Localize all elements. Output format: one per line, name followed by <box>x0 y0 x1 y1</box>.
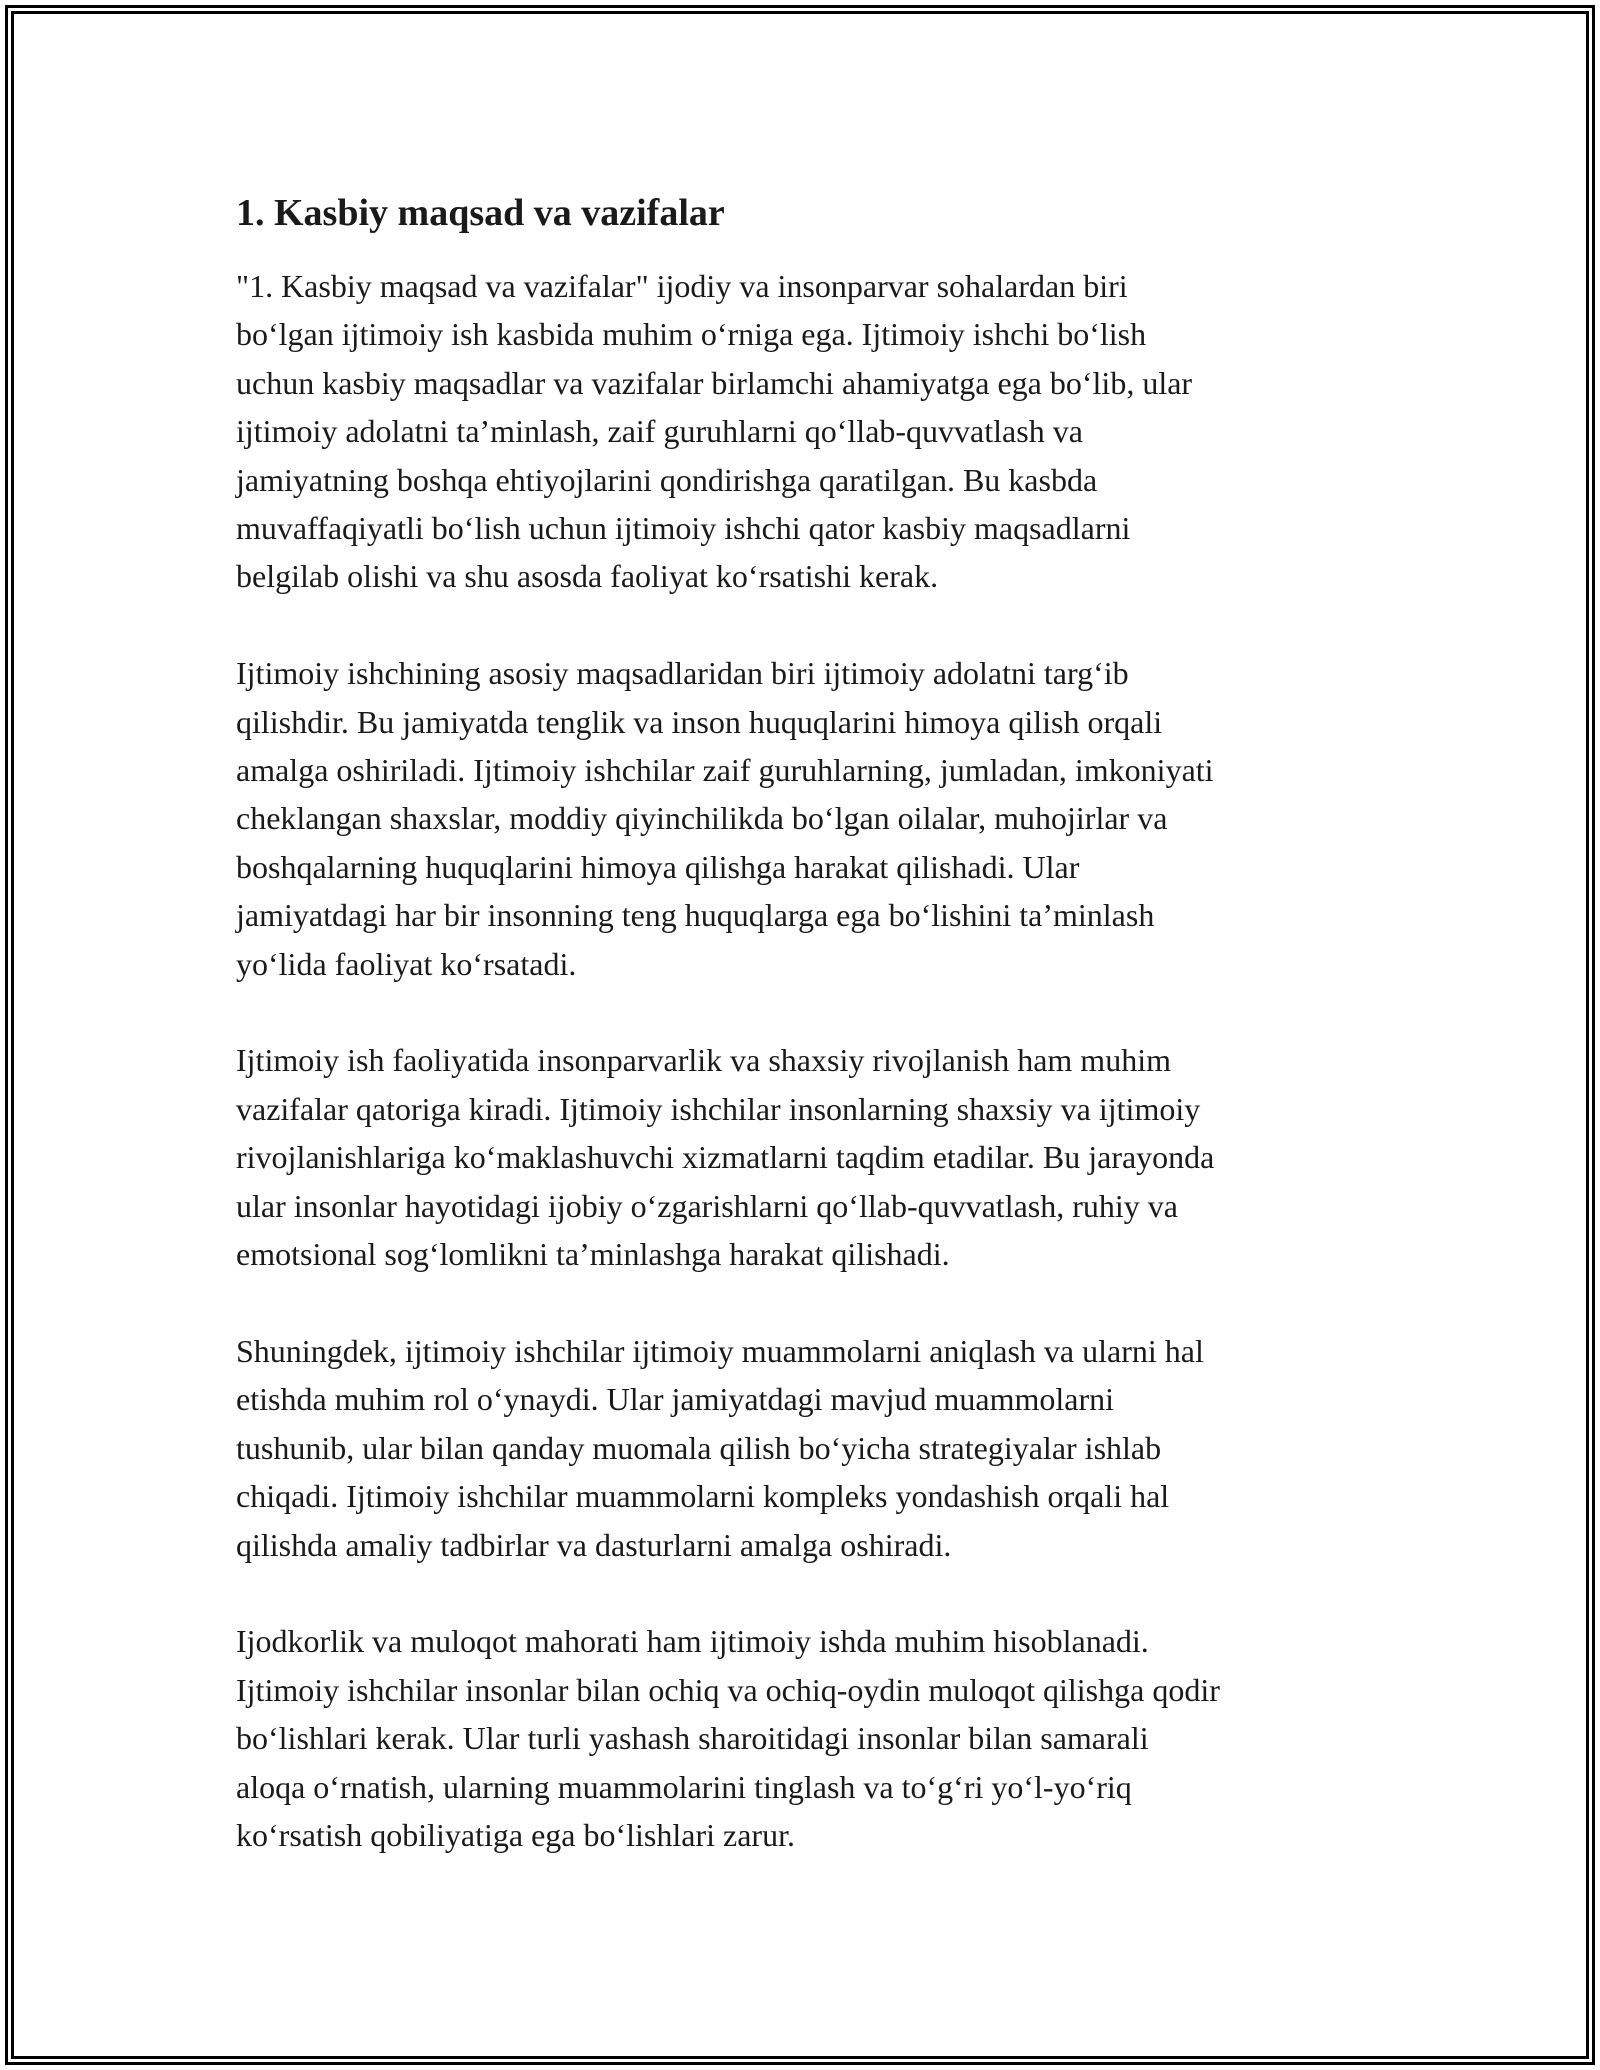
text-line: Ijtimoiy ishchining asosiy maqsadlaridan biri ijtimoiy adolatni targ‘ib <box>236 655 1129 692</box>
text-line: bo‘lgan ijtimoiy ish kasbida muhim o‘rniga ega. Ijtimoiy ishchi bo‘lish <box>236 316 1147 353</box>
text-line: jamiyatning boshqa ehtiyojlarini qondirishga qaratilgan. Bu kasbda <box>236 461 1098 498</box>
paragraph <box>236 1617 1366 1859</box>
text-line: belgilab olishi va shu asosda faoliyat ko‘rsatishi kerak. <box>236 558 939 595</box>
paragraph <box>236 262 1366 601</box>
text-line: yo‘lida faoliyat ko‘rsatadi. <box>236 945 577 982</box>
paragraph <box>236 1036 1366 1278</box>
text-line: etishda muhim rol o‘ynaydi. Ular jamiyatdagi mavjud muammolarni <box>236 1381 1115 1418</box>
text-line: boshqalarning huquqlarini himoya qilishga harakat qilishadi. Ular <box>236 848 1080 885</box>
text-line: rivojlanishlariga ko‘maklashuvchi xizmatlarni taqdim etadilar. Bu jarayonda <box>236 1139 1215 1176</box>
text-line: "1. Kasbiy maqsad va vazifalar" ijodiy va insonparvar sohalardan biri <box>236 268 1128 304</box>
text-line: bo‘lishlari kerak. Ular turli yashash sharoitidagi insonlar bilan samarali <box>236 1720 1149 1757</box>
text-line: ko‘rsatish qobiliyatiga ega bo‘lishlari zarur. <box>236 1816 795 1853</box>
text-line: Ijtimoiy ishchilar insonlar bilan ochiq va ochiq-oydin muloqot qilishga qodir <box>236 1671 1220 1708</box>
text-line: Ijodkorlik va muloqot mahorati ham ijtimoiy ishda muhim hisoblanadi. <box>236 1623 1149 1660</box>
text-line: muvaffaqiyatli bo‘lish uchun ijtimoiy ishchi qator kasbiy maqsadlarni <box>236 510 1131 547</box>
paragraph-list <box>236 262 1366 1859</box>
text-line: tushunib, ular bilan qanday muomala qilish bo‘yicha strategiyalar ishlab <box>236 1429 1162 1466</box>
text-line: aloqa o‘rnatish, ularning muammolarini tinglash va to‘g‘ri yo‘l-yo‘riq <box>236 1768 1132 1805</box>
text-line: ular insonlar hayotidagi ijobiy o‘zgarishlarni qo‘llab-quvvatlash, ruhiy va <box>236 1187 1178 1224</box>
document-title: 1. Kasbiy maqsad va vazifalar <box>236 192 725 234</box>
text-line: chiqadi. Ijtimoiy ishchilar muammolarni kompleks yondashish orqali hal <box>236 1478 1170 1515</box>
text-line: cheklangan shaxslar, moddiy qiyinchilikda bo‘lgan oilalar, muhojirlar va <box>236 800 1168 837</box>
text-line: qilishda amaliy tadbirlar va dasturlarni amalga oshiradi. <box>236 1526 952 1563</box>
text-line: vazifalar qatoriga kiradi. Ijtimoiy ishchilar insonlarning shaxsiy va ijtimoiy <box>236 1090 1201 1127</box>
text-line: jamiyatdagi har bir insonning teng huquqlarga ega bo‘lishini ta’minlash <box>236 897 1155 934</box>
paragraph <box>236 1327 1366 1569</box>
text-line: qilishdir. Bu jamiyatda tenglik va inson huquqlarini himoya qilish orqali <box>236 703 1163 740</box>
text-line: amalga oshiriladi. Ijtimoiy ishchilar zaif guruhlarning, jumladan, imkoniyati <box>236 752 1214 789</box>
document-body <box>236 186 1366 1908</box>
text-line: uchun kasbiy maqsadlar va vazifalar birlamchi ahamiyatga ega bo‘lib, ular <box>236 364 1193 401</box>
paragraph <box>236 649 1366 988</box>
text-line: ijtimoiy adolatni ta’minlash, zaif guruhlarni qo‘llab-quvvatlash va <box>236 413 1083 450</box>
text-line: Ijtimoiy ish faoliyatida insonparvarlik va shaxsiy rivojlanish ham muhim <box>236 1042 1171 1079</box>
text-line: emotsional sog‘lomlikni ta’minlashga harakat qilishadi. <box>236 1236 950 1273</box>
text-line: Shuningdek, ijtimoiy ishchilar ijtimoiy muammolarni aniqlash va ularni hal <box>236 1332 1204 1369</box>
